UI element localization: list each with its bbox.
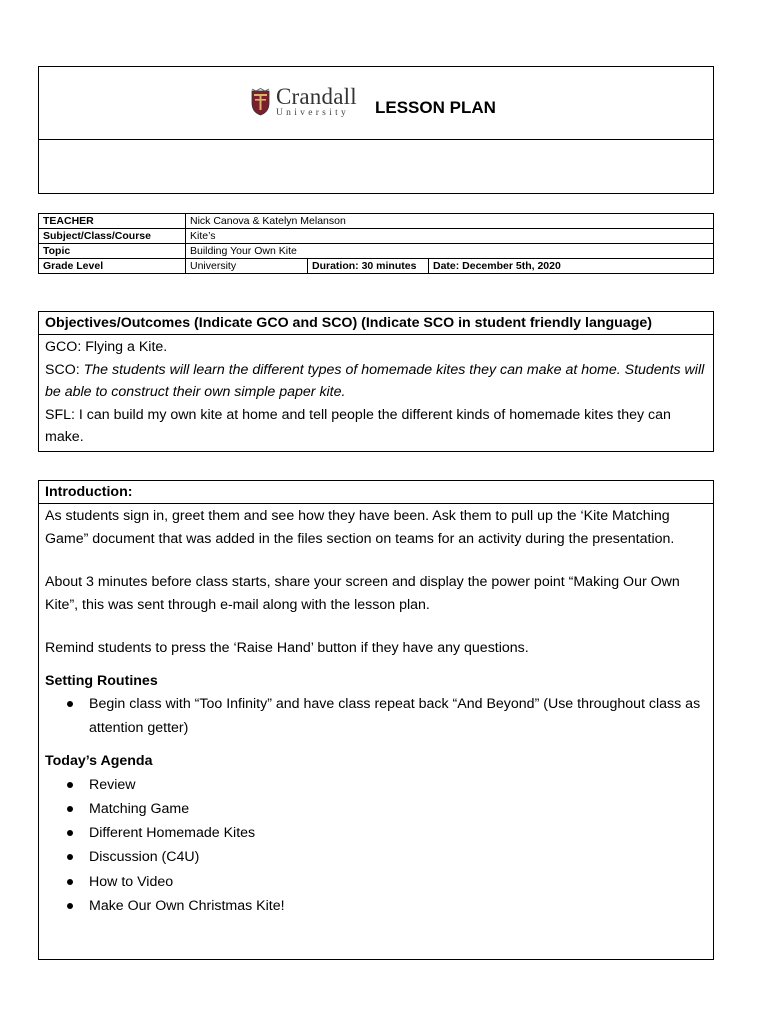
list-item: Different Homemade Kites bbox=[67, 821, 707, 845]
gco-text: Flying a Kite. bbox=[81, 339, 168, 355]
sco-label: SCO: bbox=[45, 361, 80, 378]
introduction-section bbox=[38, 480, 714, 960]
subject-label: Subject/Class/Course bbox=[39, 229, 186, 244]
grade-value: University bbox=[186, 259, 308, 274]
document-title: LESSON PLAN bbox=[375, 98, 496, 117]
header-top bbox=[39, 67, 713, 140]
date-value: Date: December 5th, 2020 bbox=[429, 259, 714, 274]
crest-icon bbox=[251, 88, 270, 116]
routines-list bbox=[45, 692, 707, 740]
duration-value: Duration: 30 minutes bbox=[308, 259, 429, 274]
intro-paragraph-3: Remind students to press the ‘Raise Hand’ button if they have any questions. bbox=[45, 640, 529, 656]
list-item: How to Video bbox=[67, 870, 707, 894]
introduction-heading: Introduction: bbox=[39, 481, 713, 504]
header-box bbox=[38, 66, 714, 194]
sco-line bbox=[45, 359, 707, 404]
teacher-label: TEACHER bbox=[39, 214, 186, 229]
subject-value: Kite’s bbox=[186, 229, 714, 244]
crandall-logo bbox=[251, 85, 357, 119]
intro-paragraph-1: As students sign in, greet them and see how they have been. Ask them to pull up the ‘Kite Matching Game” document that was added in the files section on teams for an activity during the presentation. bbox=[45, 508, 675, 547]
sfl-label: SFL: bbox=[45, 406, 75, 423]
teacher-value: Nick Canova & Katelyn Melanson bbox=[186, 214, 714, 229]
sfl-line bbox=[45, 404, 707, 449]
table-row bbox=[39, 214, 714, 229]
lesson-info-table bbox=[38, 213, 714, 274]
logo-name: Crandall bbox=[276, 84, 357, 109]
gco-line bbox=[45, 336, 707, 359]
list-item: Make Our Own Christmas Kite! bbox=[67, 894, 707, 918]
table-row bbox=[39, 244, 714, 259]
table-row bbox=[39, 259, 714, 274]
agenda-heading: Today’s Agenda bbox=[45, 753, 153, 769]
list-item: Begin class with “Too Infinity” and have class repeat back “And Beyond” (Use throughout class as attention getter) bbox=[67, 692, 707, 740]
topic-label: Topic bbox=[39, 244, 186, 259]
list-item: Matching Game bbox=[67, 797, 707, 821]
objectives-heading: Objectives/Outcomes (Indicate GCO and SCO) (Indicate SCO in student friendly language) bbox=[39, 312, 713, 335]
table-row bbox=[39, 229, 714, 244]
sco-text: The students will learn the different types of homemade kites they can make at home. Students will be able to construct their own simple paper kite. bbox=[45, 361, 705, 400]
logo-subtitle: University bbox=[276, 108, 350, 118]
agenda-list bbox=[45, 773, 707, 919]
list-item: Discussion (C4U) bbox=[67, 845, 707, 869]
routines-heading: Setting Routines bbox=[45, 672, 158, 689]
gco-label: GCO: bbox=[45, 339, 82, 355]
topic-value: Building Your Own Kite bbox=[186, 244, 714, 259]
objectives-section bbox=[38, 311, 714, 452]
sfl-text: I can build my own kite at home and tell people the different kinds of homemade kites they can make. bbox=[45, 406, 671, 445]
list-item: Review bbox=[67, 773, 707, 797]
intro-paragraph-2: About 3 minutes before class starts, share your screen and display the power point “Making Our Own Kite”, this was sent through e-mail along with the lesson plan. bbox=[45, 574, 680, 613]
grade-label: Grade Level bbox=[39, 259, 186, 274]
